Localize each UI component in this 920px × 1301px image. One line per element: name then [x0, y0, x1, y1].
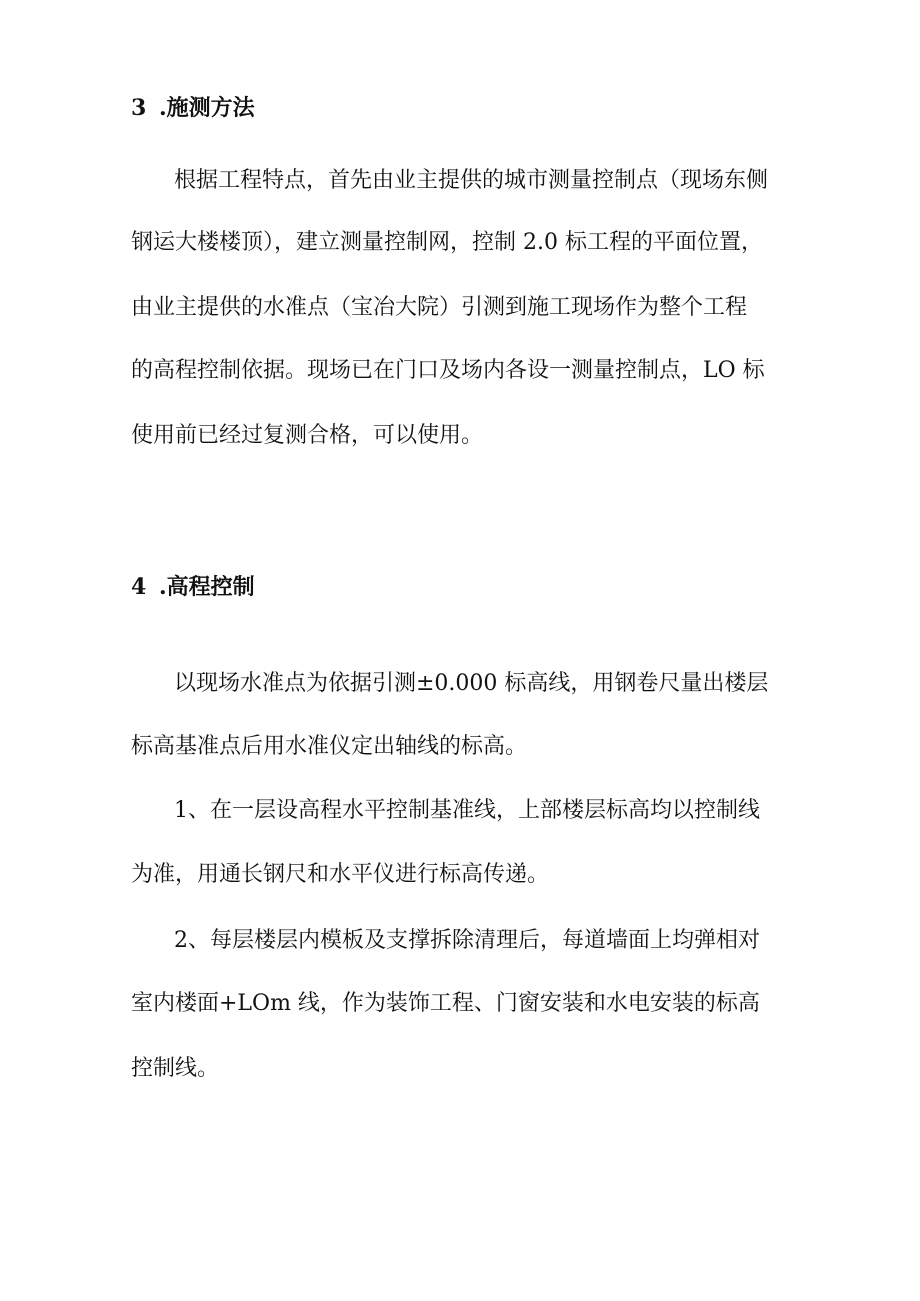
section-4-p3-line-2: 室内楼面+LOm 线，作为装饰工程、门窗安装和水电安装的标高 — [131, 991, 760, 1016]
section-4-p1-line-1: 以现场水准点为依据引测±0.000 标高线，用钢卷尺量出楼层 — [174, 671, 769, 696]
section-3-line-5: 使用前已经过复测合格，可以使用。 — [131, 423, 484, 448]
section-4-p2-line-1: 1、在一层设高程水平控制基准线，上部楼层标高均以控制线 — [174, 798, 760, 823]
section-3-heading — [131, 94, 255, 122]
section-3-line-2: 钢运大楼楼顶），建立测量控制网，控制 2.0 标工程的平面位置， — [131, 230, 763, 255]
section-4-p3-line-1: 2、每层楼层内模板及支撑拆除清理后，每道墙面上均弹相对 — [174, 928, 760, 953]
section-4-heading — [131, 573, 255, 601]
section-4-title: .高程控制 — [159, 574, 255, 600]
section-3-line-1: 根据工程特点，首先由业主提供的城市测量控制点（现场东侧 — [174, 168, 769, 193]
section-4-p2-line-2: 为准，用通长钢尺和水平仪进行标高传递。 — [131, 862, 550, 887]
section-4-p1-line-2: 标高基准点后用水准仪定出轴线的标高。 — [131, 734, 528, 759]
section-4-number: 4 — [131, 574, 147, 600]
section-3-number: 3 — [131, 95, 147, 121]
section-3-line-3: 由业主提供的水准点（宝冶大院）引测到施工现场作为整个工程 — [131, 295, 748, 320]
section-3-line-4: 的高程控制依据。现场已在门口及场内各设一测量控制点，LO 标 — [131, 358, 765, 383]
section-4-p3-line-3: 控制线。 — [131, 1056, 220, 1081]
section-3-title: .施测方法 — [159, 95, 255, 121]
